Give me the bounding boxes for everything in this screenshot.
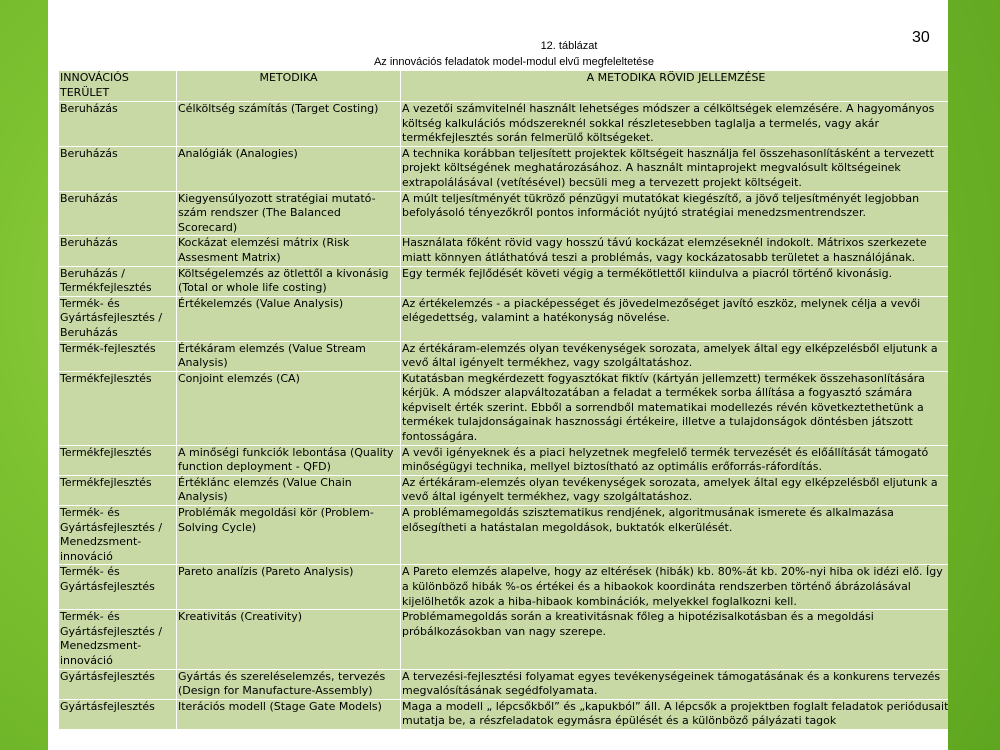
- table-row: [59, 192, 948, 236]
- cell-method: Analógiák (Analogies): [177, 147, 400, 191]
- cell-method: Iterációs modell (Stage Gate Models): [177, 700, 400, 729]
- cell-area: Termék-fejlesztés: [59, 342, 176, 371]
- cell-area: Beruházás: [59, 236, 176, 265]
- cell-description: Használata főként rövid vagy hosszú távú kockázat elemzéseknél indokolt. Mátrixos szerkezete miatt könnyen átláthatóvá teszi a problémás, vagy kockázatosabb területet a használójának.: [401, 236, 948, 265]
- cell-area: Beruházás: [59, 102, 176, 146]
- cell-area: Beruházás: [59, 192, 176, 236]
- cell-description: A problémamegoldás szisztematikus rendjének, algoritmusának ismerete és alkalmazása elősegítheti a hatástalan megoldások, buktatók elkerülését.: [401, 506, 948, 564]
- table-header-row: [59, 71, 948, 101]
- table-row: [59, 297, 948, 341]
- table-row: [59, 476, 948, 505]
- slide-page: [48, 0, 948, 750]
- table-row: [59, 267, 948, 296]
- table-caption-number: 12. táblázat: [540, 40, 598, 52]
- table-row: [59, 342, 948, 371]
- cell-description: A Pareto elemzés alapelve, hogy az eltérések (hibák) kb. 80%-át kb. 20%-nyi hiba ok idézi elő. Így a különböző hibák %-os értékei és a hibaokok koordináta rendszerben történő ábrázolásával kijelölhetők azok a hiba-hibaok kombinációk, melyekkel foglalkozni kell.: [401, 565, 948, 609]
- cell-description: Maga a modell „ lépcsőkből” és „kapukból” áll. A lépcsők a projektben foglalt feladatok periódusait mutatja be, a részfeladatok egymásra épülését és a különböző pályázati tagok: [401, 700, 948, 729]
- cell-description: Egy termék fejlődését követi végig a termékötlettől kiindulva a piacról történő kivonásig.: [401, 267, 948, 296]
- cell-method: Kreativitás (Creativity): [177, 610, 400, 668]
- header-area: INNOVÁCIÓS TERÜLET: [59, 71, 176, 101]
- cell-method: Költségelemzés az ötlettől a kivonásig (Total or whole life costing): [177, 267, 400, 296]
- table-row: [59, 565, 948, 609]
- cell-area: Gyártásfejlesztés: [59, 670, 176, 699]
- cell-description: A tervezési-fejlesztési folyamat egyes tevékenységeinek támogatásának és a konkurens tervezés megvalósításának segédfolyamata.: [401, 670, 948, 699]
- table-row: [59, 147, 948, 191]
- cell-method: Conjoint elemzés (CA): [177, 372, 400, 445]
- cell-method: A minőségi funkciók lebontása (Quality function deployment - QFD): [177, 446, 400, 475]
- header-description: A METODIKA RÖVID JELLEMZÉSE: [401, 71, 948, 101]
- cell-method: Gyártás és szereléselemzés, tervezés (Design for Manufacture-Assembly): [177, 670, 400, 699]
- cell-description: Kutatásban megkérdezett fogyasztókat fiktív (kártyán jellemzett) termékek összehasonlítására kérjük. A módszer alapváltozatában a feladat a termékek sorba állítása a fogyasztó számára képviselt érték szerint. Ebből a sorrendből matematikai modellezés révén következtethetünk a termékek tulajdonságainak hasznossági értékeire, illetve a tulajdonságok döntésben játszott fontosságára.: [401, 372, 948, 445]
- cell-area: Termék- és Gyártásfejlesztés: [59, 565, 176, 609]
- cell-area: Termékfejlesztés: [59, 446, 176, 475]
- table-row: [59, 236, 948, 265]
- cell-area: Gyártásfejlesztés: [59, 700, 176, 729]
- cell-area: Termékfejlesztés: [59, 372, 176, 445]
- table-row: [59, 700, 948, 729]
- cell-description: A technika korábban teljesített projektek költségeit használja fel összehasonlításként a tervezett projekt költségének meghatározásához. A használt mintaprojekt megvalósult költségeinek extrapolálásával (vetítésével) becsüli meg a tervezett projekt költségeit.: [401, 147, 948, 191]
- cell-description: A múlt teljesítményét tükröző pénzügyi mutatókat kiegészítő, a jövő teljesítményét legjobban befolyásoló tényezőkről pontos információt nyújtó stratégiai menedzsmentrendszer.: [401, 192, 948, 236]
- cell-description: Az értékelemzés - a piacképességet és jövedelmezőséget javító eszköz, melynek célja a vevői elégedettség, valamint a hatékonyság növelése.: [401, 297, 948, 341]
- cell-method: Kockázat elemzési mátrix (Risk Assesment Matrix): [177, 236, 400, 265]
- table-row: [59, 670, 948, 699]
- cell-method: Pareto analízis (Pareto Analysis): [177, 565, 400, 609]
- cell-method: Célköltség számítás (Target Costing): [177, 102, 400, 146]
- cell-method: Értékelemzés (Value Analysis): [177, 297, 400, 341]
- cell-description: Az értékáram-elemzés olyan tevékenységek sorozata, amelyek által egy elképzelésből eljutunk a vevő által igényelt termékhez, vagy szolgáltatáshoz.: [401, 342, 948, 371]
- table-row: [59, 102, 948, 146]
- cell-area: Termékfejlesztés: [59, 476, 176, 505]
- cell-area: Termék- és Gyártásfejlesztés / Menedzsment-innováció: [59, 506, 176, 564]
- cell-area: Termék- és Gyártásfejlesztés / Beruházás: [59, 297, 176, 341]
- cell-description: A vezetői számvitelnél használt lehetséges módszer a célköltségek elemzésére. A hagyományos költség kalkulációs módszereknél sokkal részletesebben taglalja a termelés, vagy akár termékfejlesztés során felmerülő költségeket.: [401, 102, 948, 146]
- innovation-methods-table: [58, 70, 948, 730]
- page-number: 30: [912, 29, 930, 46]
- table-caption-title: Az innovációs feladatok model-modul elvű megfeleltetése: [373, 56, 655, 68]
- cell-area: Termék- és Gyártásfejlesztés / Menedzsment-innováció: [59, 610, 176, 668]
- table-row: [59, 372, 948, 445]
- cell-description: A vevői igényeknek és a piaci helyzetnek megfelelő termék tervezését és előállítását támogató minőségügyi technika, mellyel biztosítható az optimális erőforrás-ráfordítás.: [401, 446, 948, 475]
- cell-method: Értékáram elemzés (Value Stream Analysis): [177, 342, 400, 371]
- cell-area: Beruházás: [59, 147, 176, 191]
- cell-area: Beruházás / Termékfejlesztés: [59, 267, 176, 296]
- cell-method: Értéklánc elemzés (Value Chain Analysis): [177, 476, 400, 505]
- table-row: [59, 506, 948, 564]
- cell-description: Az értékáram-elemzés olyan tevékenységek sorozata, amelyek által egy elképzelésből eljutunk a vevő által igényelt termékhez, vagy szolgáltatáshoz.: [401, 476, 948, 505]
- table-row: [59, 610, 948, 668]
- header-method: METODIKA: [177, 71, 400, 101]
- cell-description: Problémamegoldás során a kreativitásnak főleg a hipotézisalkotásban és a megoldási próbálkozásokban van nagy szerepe.: [401, 610, 948, 668]
- cell-method: Problémák megoldási kör (Problem-Solving Cycle): [177, 506, 400, 564]
- table-row: [59, 446, 948, 475]
- cell-method: Kiegyensúlyozott stratégiai mutató-szám rendszer (The Balanced Scorecard): [177, 192, 400, 236]
